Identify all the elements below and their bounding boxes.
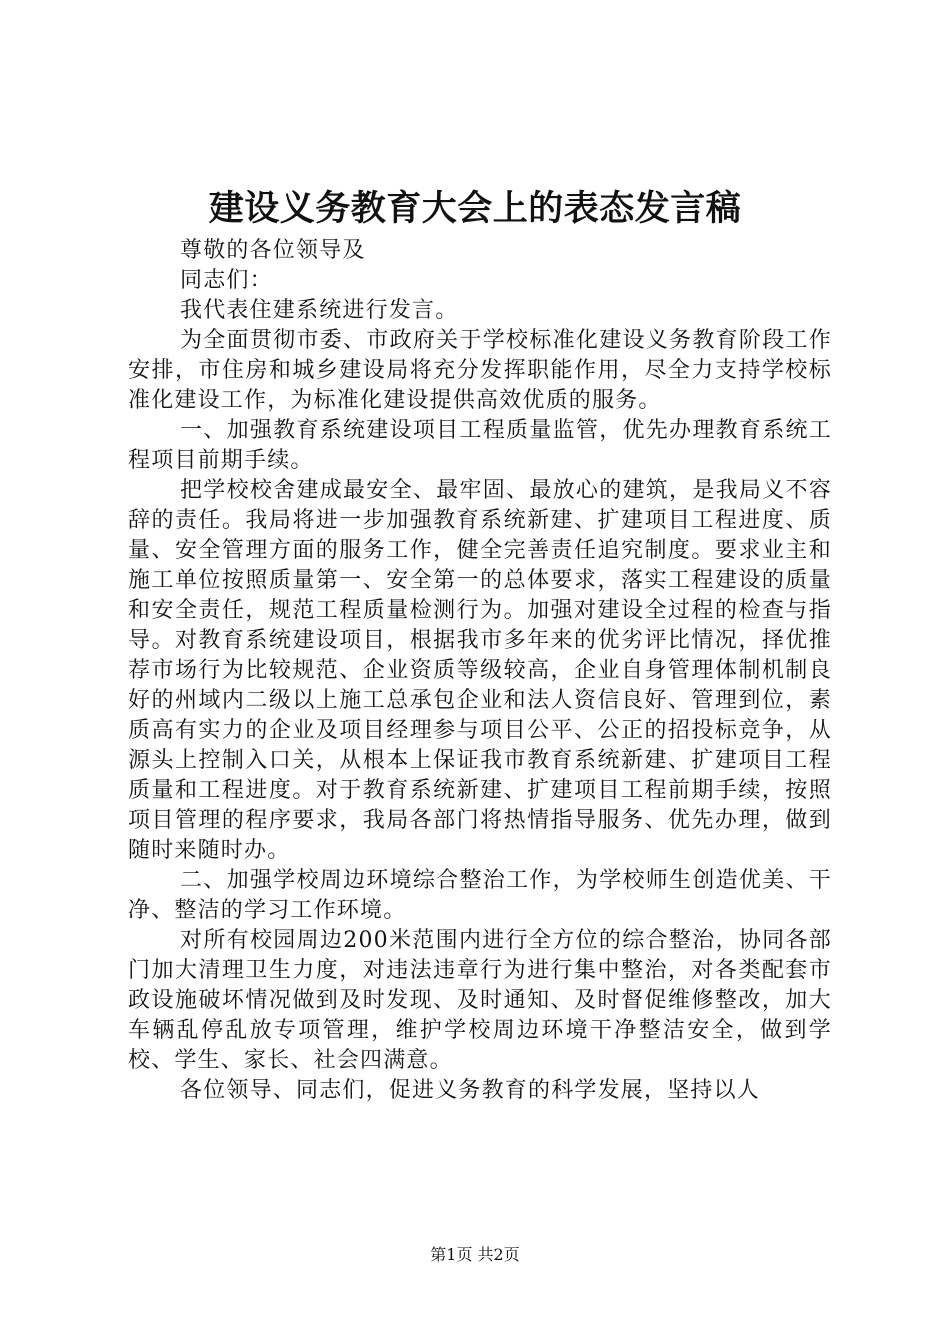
- paragraph-closing: 各位领导、同志们，促进义务教育的科学发展，坚持以人: [180, 1078, 761, 1103]
- document-body: [128, 236, 832, 1106]
- page-footer: 第1页 共2页: [430, 1245, 520, 1264]
- paragraph-intro: 我代表住建系统进行发言。: [180, 298, 459, 323]
- paragraph-salutation-2: 同志们：: [180, 268, 273, 293]
- paragraph-section-1-body: 把学校校舍建成最安全、最牢固、最放心的建筑，是我局义不容辞的责任。我局将进一步加强教育系统新建、扩建项目工程进度、质量、安全管理方面的服务工作，健全完善责任追究制度。要求业主和施工单位按照质量第一、安全第一的总体要求，落实工程建设的质量和安全责任，规范工程质量检测行为。加强对建设全过程的检查与指导。对教育系统建设项目，根据我市多年来的优劣评比情况，择优推荐市场行为比较规范、企业资质等级较高，企业自身管理体制机制良好的州域内二级以上施工总承包企业和法人资信良好、管理到位，素质高有实力的企业及项目经理参与项目公平、公正的招投标竞争，从源头上控制入口关，从根本上保证我市教育系统新建、扩建项目工程质量和工程进度。对于教育系统新建、扩建项目工程前期手续，按照项目管理的程序要求，我局各部门将热情指导服务、优先办理，做到随时来随时办。: [128, 478, 832, 863]
- paragraph-salutation-1: 尊敬的各位领导及: [180, 238, 366, 263]
- paragraph-heading-2: 二、加强学校周边环境综合整治工作，为学校师生创造优美、干净、整洁的学习工作环境。: [128, 868, 832, 923]
- paragraph-section-2-body: 对所有校园周边200米范围内进行全方位的综合整治，协同各部门加大清理卫生力度，对违法违章行为进行集中整治，对各类配套市政设施破坏情况做到及时发现、及时通知、及时督促维修整改，加大车辆乱停乱放专项管理，维护学校周边环境干净整洁安全，做到学校、学生、家长、社会四满意。: [128, 928, 832, 1073]
- paragraph-overview: 为全面贯彻市委、市政府关于学校标准化建设义务教育阶段工作安排，市住房和城乡建设局将充分发挥职能作用，尽全力支持学校标准化建设工作，为标准化建设提供高效优质的服务。: [128, 328, 832, 413]
- document-title: 建设义务教育大会上的表态发言稿: [208, 188, 742, 229]
- paragraph-heading-1: 一、加强教育系统建设项目工程质量监管，优先办理教育系统工程项目前期手续。: [128, 418, 832, 473]
